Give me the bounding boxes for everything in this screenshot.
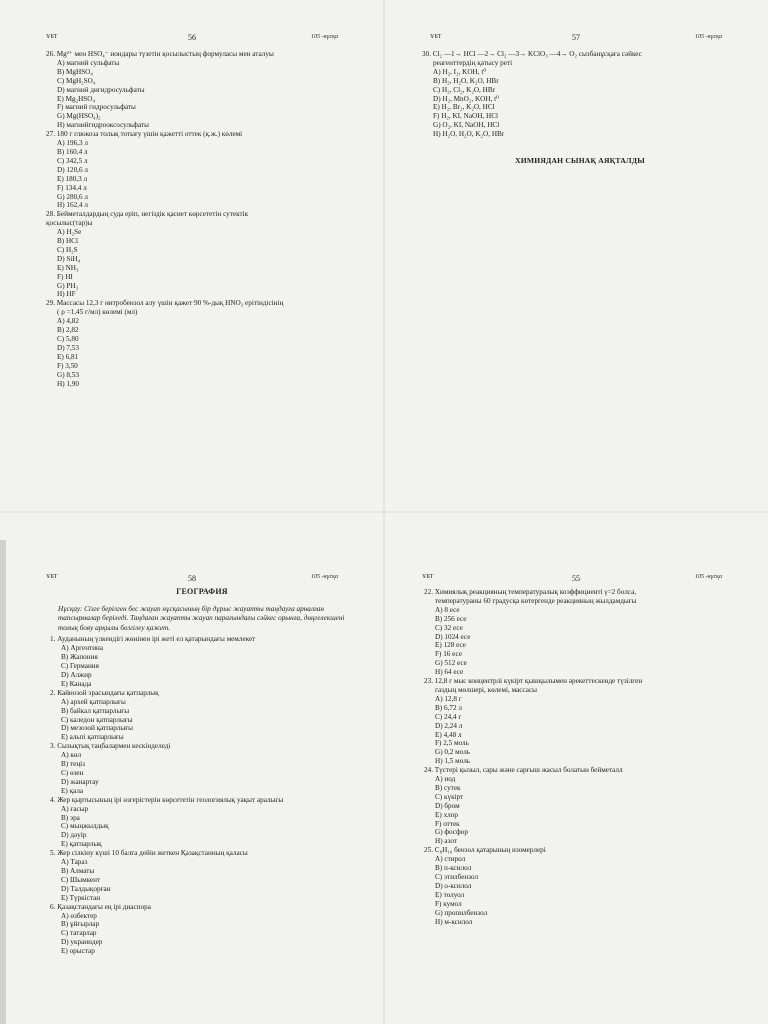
header-left: ҰБТ bbox=[46, 574, 58, 580]
answer-option: B) Жапония bbox=[61, 653, 98, 662]
answer-option: C) Германия bbox=[61, 662, 99, 671]
answer-option: D) 120,6 л bbox=[57, 165, 88, 174]
answer-option: F) HI bbox=[57, 272, 73, 281]
answer-option: F) 16 есе bbox=[435, 650, 463, 659]
question-list bbox=[422, 50, 738, 174]
answer-option: D) магний дигидросульфаты bbox=[57, 85, 145, 94]
question-stem: 3. Сызықтық таңбалармен кескінделеді bbox=[50, 742, 171, 751]
answer-option: B) 160,4 л bbox=[57, 147, 88, 156]
answer-option: D) 7,53 bbox=[57, 343, 79, 352]
answer-option: H) 1,5 моль bbox=[435, 757, 471, 766]
instructions: Нұсқау: Сізге берілген бес жауап нұсқасының бір дұрыс жауапты таңдауға арналған тапсырмалар беріледі. Таңдаған жауапты жауап парағындағы сәйкес орынға, дөңгелекшені толық бояу арқылы белгілеу қажет. bbox=[58, 604, 345, 632]
answer-option: B) H₂, H₂O, K₂O, HBr bbox=[433, 76, 499, 85]
answer-option: B) 6,72 л bbox=[435, 703, 462, 712]
answer-option: C) H₂S bbox=[57, 245, 78, 254]
header-variant: 105 -нұсқа bbox=[695, 34, 722, 40]
answer-option: D) 1024 есе bbox=[435, 632, 471, 641]
answer-option: G) фосфор bbox=[435, 828, 468, 837]
answer-option: E) Канада bbox=[61, 679, 92, 688]
answer-option: B) 256 есе bbox=[435, 614, 467, 623]
answer-option: C) MgH₂SO₄ bbox=[57, 76, 96, 85]
answer-option: реагенттердің қатысу реті bbox=[433, 58, 513, 67]
header-variant: 105 -нұсқа bbox=[695, 574, 722, 580]
answer-option: ( ρ =1,45 г/мл) көлемі (мл) bbox=[57, 308, 138, 317]
answer-option: E) 6,81 bbox=[57, 352, 79, 361]
answer-option: C) H₂, Cl₂, K₂O, HBr bbox=[433, 85, 496, 94]
answer-option: A) H₂Se bbox=[57, 228, 82, 237]
answer-option: F) 3,50 bbox=[57, 361, 78, 370]
answer-option: A) магний сульфаты bbox=[57, 58, 120, 67]
question-stem: 30. Cl₂ —1→ HCl —2→ Cl₂ —3→ KClO₃ —4→ O₂ сызбанұсқаға сәйкес bbox=[422, 50, 642, 58]
answer-option: B) байкал қатпарлығы bbox=[61, 706, 130, 715]
answer-option: G) 0,2 моль bbox=[435, 748, 471, 757]
answer-option: A) Тараз bbox=[61, 858, 88, 867]
section-end-title: ХИМИЯДАН СЫНАҚ АЯҚТАЛДЫ bbox=[515, 156, 645, 166]
answer-option: D) Талдықорған bbox=[61, 884, 111, 893]
page-number: 55 bbox=[572, 574, 580, 583]
answer-option: A) иод bbox=[435, 775, 456, 784]
answer-option: D) мезозой қатпарлығы bbox=[61, 724, 133, 733]
answer-option: G) 8,53 bbox=[57, 370, 79, 379]
answer-option: G) пропилбензол bbox=[435, 908, 488, 917]
answer-option: D) Алжир bbox=[61, 671, 92, 680]
answer-option: D) бром bbox=[435, 801, 460, 810]
answer-option: H) магнийгидрооксосульфаты bbox=[57, 121, 149, 130]
question-stem: 23. 12,8 г мыс концентрлі күкірт қышқылымен әрекеттескенде түзілген bbox=[424, 677, 643, 686]
answer-option: A) көл bbox=[61, 751, 82, 760]
answer-option: E) 4,48 л bbox=[435, 730, 462, 739]
answer-option: газдың мөлшері, көлемі, массасы bbox=[435, 685, 537, 694]
section-title: ГЕОГРАФИЯ bbox=[176, 587, 228, 596]
answer-option: G) 280,6 л bbox=[57, 192, 88, 201]
answer-option: A) 8 есе bbox=[435, 605, 460, 614]
answer-option: A) стирол bbox=[435, 855, 466, 864]
question-stem: 2. Кайнозой эрасындағы қатпарлық bbox=[50, 688, 159, 697]
answer-option: B) ұйғырлар bbox=[61, 920, 100, 929]
answer-option: H) азот bbox=[435, 837, 458, 846]
answer-option: C) мыңжылдық bbox=[61, 822, 109, 831]
answer-option: A) 12,8 г bbox=[435, 694, 462, 703]
answer-option: C) өзен bbox=[61, 769, 84, 777]
question-stem: 22. Химиялық реакцияның температуралық коэффициенті γ=2 болса, bbox=[424, 588, 637, 596]
answer-option: G) 512 есе bbox=[435, 659, 467, 668]
answer-option: E) қала bbox=[61, 786, 84, 795]
question-stem: 29. Массасы 12,3 г нитробензол алу үшін қажет 90 %-дық HNO₃ ерітіндісінің bbox=[46, 299, 284, 308]
answer-option: B) сутек bbox=[435, 783, 461, 792]
page-number: 56 bbox=[188, 33, 196, 42]
answer-option: E) 128 есе bbox=[435, 641, 466, 650]
answer-option: G) O₂, KI, NaOH, HCl bbox=[433, 121, 500, 130]
answer-option: C) 5,80 bbox=[57, 335, 79, 343]
answer-option: E) толуол bbox=[435, 890, 465, 899]
answer-option: D) украиндер bbox=[61, 938, 103, 947]
question-lines bbox=[50, 635, 354, 956]
answer-option: E) альпі қатпарлығы bbox=[61, 733, 124, 742]
answer-option: B) MgHSO₄ bbox=[57, 67, 93, 76]
answer-option: D) 2,24 л bbox=[435, 721, 463, 730]
answer-option: A) ғасыр bbox=[61, 804, 89, 813]
question-lines bbox=[422, 50, 738, 139]
answer-option: G) PH₃ bbox=[57, 281, 79, 290]
answer-option: H) HF bbox=[57, 290, 76, 299]
answer-option: B) Алматы bbox=[61, 866, 95, 875]
answer-option: C) 24,4 г bbox=[435, 712, 462, 721]
answer-option: A) 196,3 л bbox=[57, 139, 88, 148]
answer-option: E) орыстар bbox=[61, 947, 95, 956]
header-left: ҰБТ bbox=[46, 34, 58, 40]
page-number: 57 bbox=[572, 33, 580, 42]
header-left: ҰБТ bbox=[430, 34, 442, 40]
page-56 bbox=[0, 0, 384, 512]
answer-option: D) дәуір bbox=[61, 831, 87, 840]
answer-option: A) Аргентина bbox=[61, 644, 104, 653]
question-stem: 1. Ауданының үлкендігі жөнінен ірі жеті ел қатарындағы мемлекет bbox=[50, 635, 256, 644]
answer-option: C) татарлар bbox=[61, 929, 97, 938]
answer-option: E) Mg₂HSO₄ bbox=[57, 94, 95, 103]
page-number: 58 bbox=[188, 574, 196, 583]
question-list bbox=[46, 50, 354, 388]
answer-option: H) 64 есе bbox=[435, 668, 464, 677]
answer-option: F) 134,4 л bbox=[57, 183, 87, 192]
header-left: ҰБТ bbox=[422, 574, 434, 580]
question-stem: 25. C₈H₁₀ бензол қатарының изомерлері bbox=[424, 846, 546, 855]
answer-option: D) о-ксилол bbox=[435, 881, 472, 890]
answer-option: F) 2,5 моль bbox=[435, 739, 469, 748]
question-stem: 28. Бейметалдардың суда еріп, негіздік қасиет көрсететін сутектік bbox=[46, 210, 249, 219]
answer-option: A) өзбектер bbox=[61, 911, 97, 920]
question-stem: 24. Түстері қызыл, сары және сарғыш жасыл болатын бейметалл bbox=[424, 766, 623, 775]
question-list bbox=[50, 586, 354, 956]
page-divider-horizontal bbox=[0, 511, 768, 513]
answer-option: H) 162,4 л bbox=[57, 201, 88, 210]
answer-option: F) магний гидросульфаты bbox=[57, 103, 136, 112]
question-stem: 27. 180 г глюкоза толық тотығу үшін қажетті оттек (қ.ж.) көлемі bbox=[46, 130, 243, 139]
page-58 bbox=[0, 512, 384, 1024]
question-stem: 6. Қазақстандағы ең ірі диаспора bbox=[50, 902, 151, 911]
question-stem: қосылыс(тар)ы bbox=[46, 219, 93, 228]
answer-option: E) қатпарлық bbox=[61, 840, 102, 849]
answer-option: D) SiH₄ bbox=[57, 254, 81, 263]
answer-option: C) каледон қатпарлығы bbox=[61, 715, 133, 724]
answer-option: H) 1,90 bbox=[57, 379, 79, 388]
answer-option: E) хлор bbox=[435, 810, 458, 819]
answer-option: B) эра bbox=[61, 813, 80, 822]
answer-option: G) Mg(HSO₄)₂ bbox=[57, 112, 101, 121]
answer-option: D) жанартау bbox=[61, 777, 99, 786]
answer-option: B) теңіз bbox=[61, 760, 85, 769]
answer-option: F) кумол bbox=[435, 899, 462, 908]
answer-option: A) H₂, I₂, KOH, t⁰ bbox=[433, 67, 487, 76]
answer-option: A) 4,82 bbox=[57, 317, 79, 326]
answer-option: D) H₂, MnO₂, KOH, t⁰ bbox=[433, 94, 499, 103]
answer-option: F) оттек bbox=[435, 819, 460, 828]
scan-edge-shadow bbox=[0, 540, 6, 1024]
answer-option: C) этилбензол bbox=[435, 873, 479, 881]
answer-option: C) 32 есе bbox=[435, 623, 463, 632]
header-variant: 105 -нұсқа bbox=[311, 574, 338, 580]
question-stem: 26. Mg²⁺ мен HSO₄⁻ иондары түзетін қосылыстың формуласы мен аталуы bbox=[46, 50, 274, 58]
page-55 bbox=[384, 512, 768, 1024]
answer-option: A) архей қатпарлығы bbox=[61, 697, 126, 706]
answer-option: температураны 60 градусқа көтергенде реакцияның жылдамдығы bbox=[435, 596, 637, 605]
answer-option: F) H₂, KI, NaOH, HCl bbox=[433, 112, 498, 121]
question-stem: 5. Жер сілкіну күші 10 балға дейін жеткен Қазақстанның қаласы bbox=[50, 849, 248, 858]
answer-option: H) H₂O, H₂O, K₂O, HBr bbox=[433, 130, 505, 139]
question-list bbox=[424, 588, 738, 926]
answer-option: B) п-ксилол bbox=[435, 864, 472, 873]
header-variant: 105 -нұсқа bbox=[311, 34, 338, 40]
page-57 bbox=[384, 0, 768, 512]
answer-option: E) Түркістан bbox=[61, 893, 101, 902]
answer-option: B) HCl bbox=[57, 237, 78, 246]
answer-option: E) H₂, Br₂, K₂O, HCl bbox=[433, 103, 495, 112]
answer-option: E) NH₃ bbox=[57, 263, 79, 272]
answer-option: C) күкірт bbox=[435, 792, 464, 801]
answer-option: H) м-ксилол bbox=[435, 917, 473, 926]
answer-option: B) 2,82 bbox=[57, 326, 79, 335]
question-stem: 4. Жер қыртысының ірі өзгерістерін көрсететін геологиялық уақыт аралығы bbox=[50, 795, 284, 804]
answer-option: E) 180,3 л bbox=[57, 174, 88, 183]
answer-option: C) 342,5 л bbox=[57, 156, 88, 165]
answer-option: C) Шымкент bbox=[61, 875, 101, 884]
